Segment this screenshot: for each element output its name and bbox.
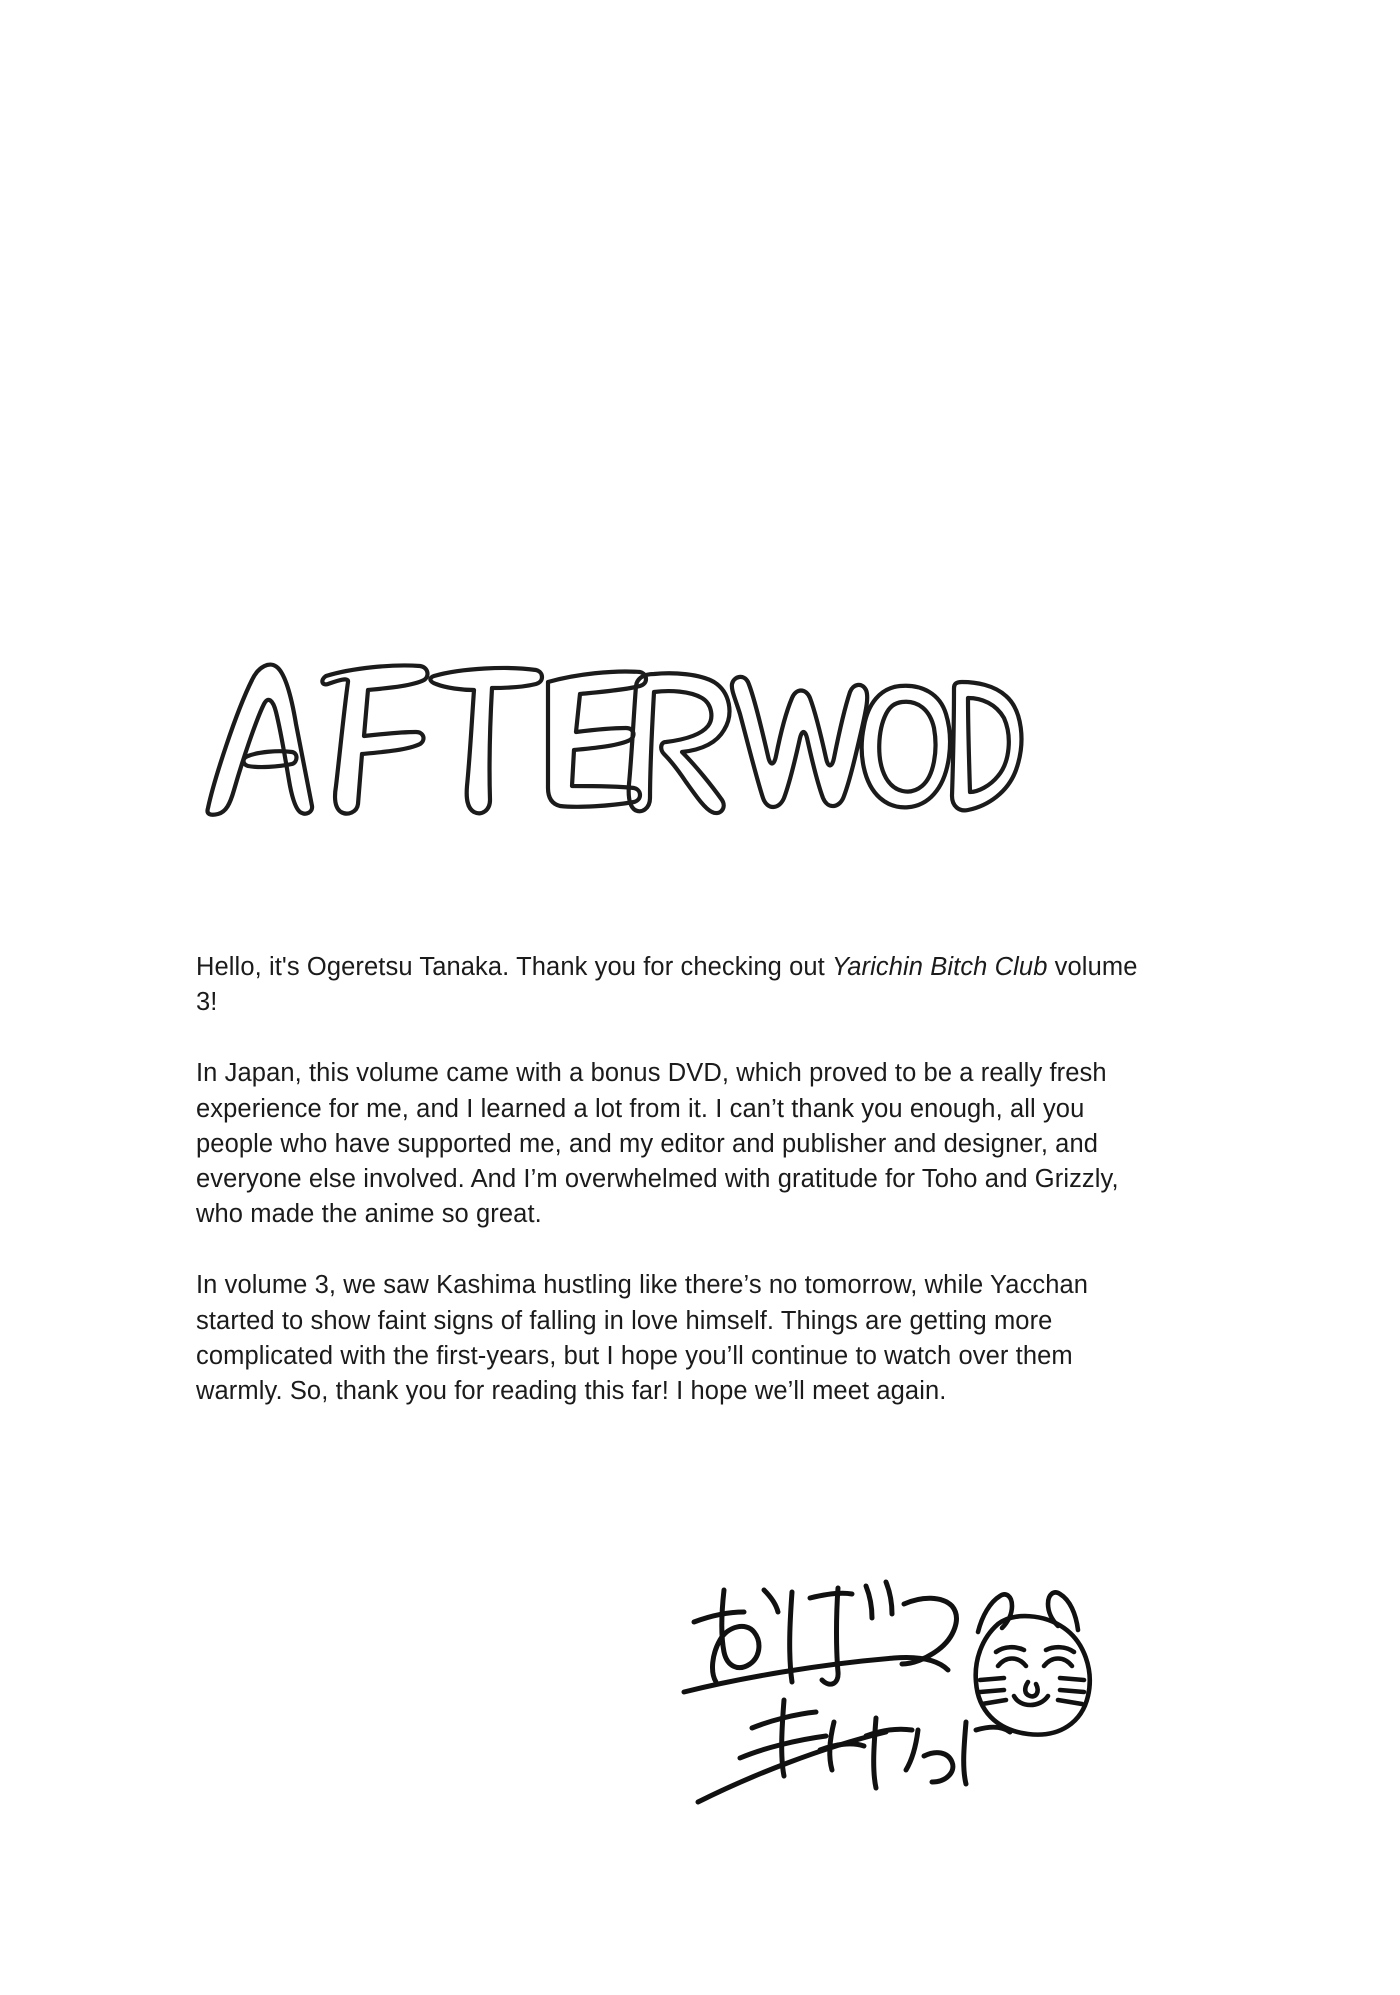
paragraph-volume-notes: In volume 3, we saw Kashima hustling like there’s no tomorrow, while Yacchan started to show faint signs of falling in love himself. Things are getting more complicated with the first-years, but I hope you’ll continue to watch over them warmly. So, thank you for reading this far! I hope we’ll meet again. (196, 1271, 1089, 1405)
work-title: Yarichin Bitch Club (832, 953, 1048, 981)
afterword-body (196, 950, 1156, 1409)
paragraph-thanks: In Japan, this volume came with a bonus DVD, which proved to be a really fresh experience for me, and I learned a lot from it. I can’t thank you enough, all you people who have supported me, and my editor and publisher and designer, and everyone else involved. And I’m overwhelmed with gratitude for Toho and Grizzly, who made the anime so great. (196, 1059, 1119, 1229)
page-title (196, 640, 976, 850)
intro-segment-1: Hello, it's Ogeretsu Tanaka. Thank you for checking out (196, 953, 833, 981)
intro-segment-3: volume 3! (196, 953, 1138, 1017)
paragraph-intro (196, 950, 1156, 1020)
author-signature (680, 1560, 1100, 1840)
